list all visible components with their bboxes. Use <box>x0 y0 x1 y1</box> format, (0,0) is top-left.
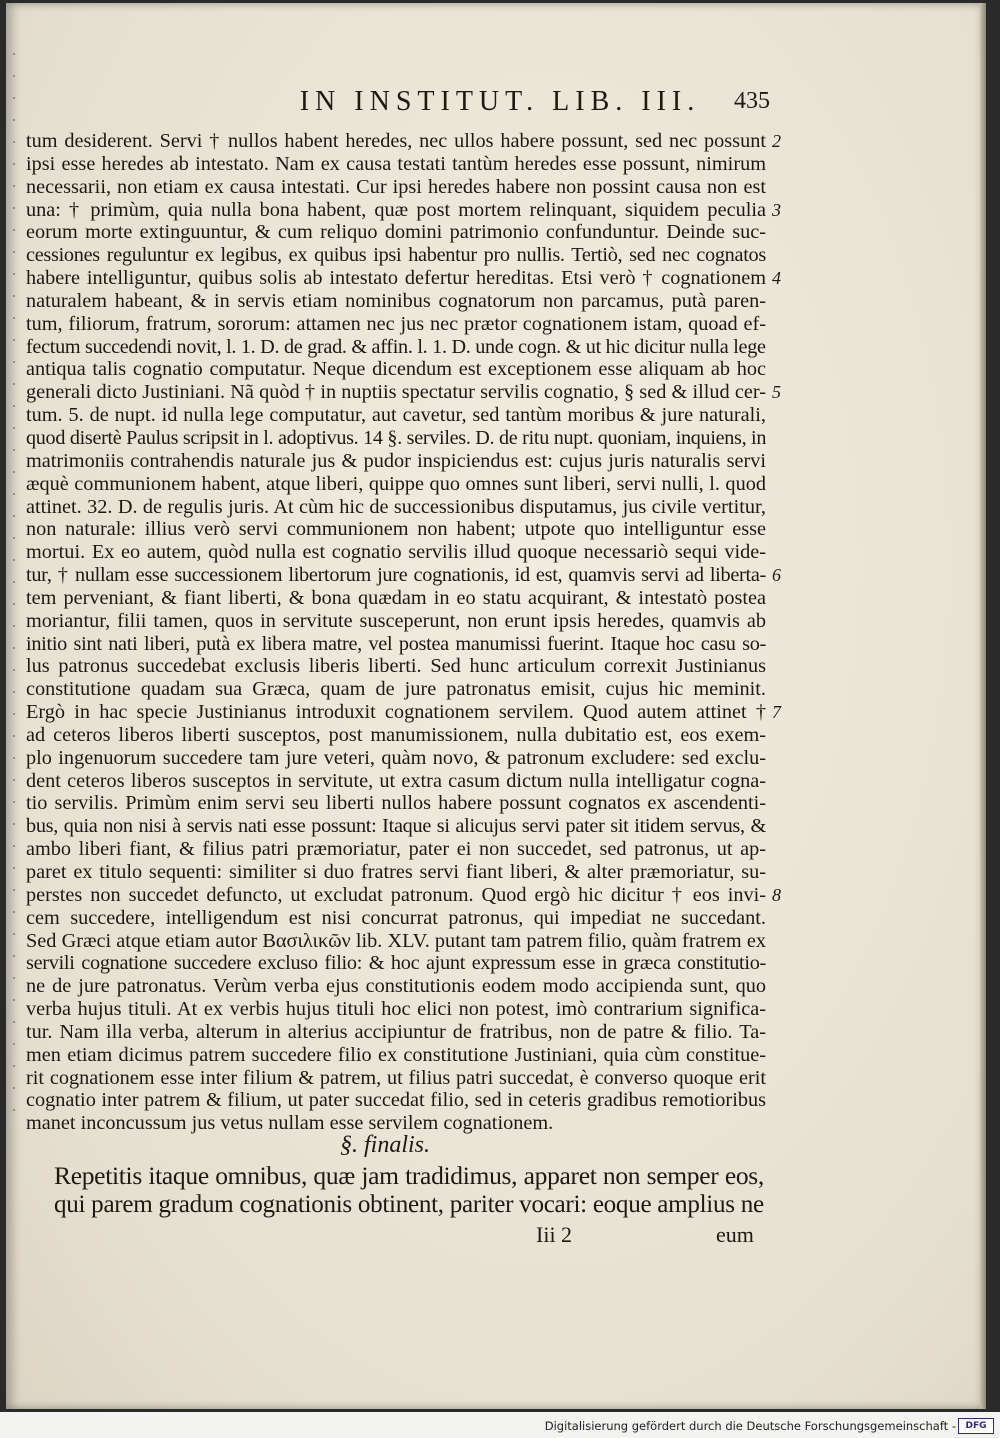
running-head: IN INSTITUT. LIB. III. <box>299 86 701 117</box>
text-line: fectum succedendi novit, l. 1. D. de grad. & affin. l. 1. D. unde cogn. & ut hic dicitur nulla lege <box>26 335 766 358</box>
text-line: tum. 5. de nupt. id nulla lege computatur, aut cavetur, sed tantùm moribus & jure naturali, <box>26 404 766 427</box>
text-line: quod disertè Paulus scripsit in l. adoptivus. 14 §. serviles. D. de ritu nupt. quoniam, inquiens, in <box>26 426 767 449</box>
text-line: antiqua talis cognatio computatur. Neque dicendum est exceptionem esse aliquam ab hoc <box>26 358 766 381</box>
text-line: cem succedere, intelligendum est nisi concurrat patronus, qui impediat ne succedant. <box>26 906 766 929</box>
catchword: eum <box>716 1222 754 1247</box>
text-line: Repetitis itaque omnibus, quæ jam tradidimus, apparet non semper eos, <box>54 1161 764 1190</box>
text-line: generali dicto Justiniani. Nã quòd † in nuptiis spectatur servilis cognatio, § sed & illud cer- <box>26 381 766 404</box>
margin-number: 4 <box>772 268 781 289</box>
text-line: servili cognatione succedere excluso filio: & hoc ajunt expressum esse in græca constitutio- <box>26 952 766 975</box>
text-line: Ergò in hac specie Justinianus introduxit cognationem servilem. Quod autem attinet † <box>26 701 766 724</box>
text-line: qui parem gradum cognationis obtinent, pariter vocari: eoque amplius ne <box>54 1189 764 1218</box>
margin-number: 5 <box>772 382 781 403</box>
text-line: lus patronus succedebat exclusis liberis liberti. Sed hunc articulum correxit Justinianus <box>26 655 766 678</box>
margin-number: 7 <box>772 702 781 723</box>
text-line: cognatio inter patrem & filium, ut pater succedat filio, sed in ceteris gradibus remotioribus <box>26 1089 766 1112</box>
margin-number: 2 <box>772 131 781 151</box>
text-line: paret ex titulo sequenti: similiter si duo fratres servi fiant liberi, & alter præmoriatur, su- <box>26 861 766 883</box>
text-line: ad ceteros liberos liberti susceptos, post manumissionem, nulla dubitatio est, eos exem- <box>26 723 766 746</box>
text-line: necessarii, non etiam ex causa intestati. Cur ipsi heredes habere non possint causa non est <box>26 175 766 198</box>
text-line: tum desiderent. Servi † nullos habent heredes, nec ullos habere possunt, sed nec possunt <box>26 130 766 152</box>
signature-mark: Iii 2 <box>536 1222 573 1247</box>
page-number: 435 <box>734 88 770 114</box>
page-edge <box>980 3 986 1409</box>
text-line: non naturale: illius verò servi communionem non habent; utpote quo intelliguntur esse <box>26 518 766 541</box>
margin-number: 3 <box>772 199 781 220</box>
text-line: dent ceteros liberos susceptos in servitute, ut extra casum dictum nulla intelligatur cogna- <box>26 769 766 792</box>
closing-paragraph <box>54 1162 764 1218</box>
footer-credit: Digitalisierung gefördert durch die Deutsche Forschungsgemeinschaft - <box>544 1419 956 1433</box>
text-line: ne de jure patronatus. Verùm verba ejus constitutionis eodem modo accipienda sunt, quo <box>26 975 766 998</box>
text-line: bus, quia non nisi à servis nati esse possunt: Itaque si alicujus servi pater sit itidem servus, & <box>26 815 766 838</box>
text-line: plo ingenuorum succedere tam jure veteri, quàm novo, & patronum excludere: sed exclu- <box>26 746 766 769</box>
text-line: tum, filiorum, fratrum, sororum: attamen nec jus nec prætor cognationem istam, quoad ef- <box>26 312 766 335</box>
text-line: ambo liberi fiant, & filius patri præmoriatur, pater ei non succedet, sed patronus, ut ap- <box>26 838 766 861</box>
text-line: tur. Nam illa verba, alterum in alterius accipiuntur de fratribus, non de patre & filio. Ta- <box>26 1020 766 1043</box>
section-heading: §. finalis. <box>340 1132 431 1158</box>
text-line: una: † primùm, quia nulla bona habent, quæ post mortem relinquant, siquidem peculia <box>26 198 766 221</box>
text-line: habere intelliguntur, quibus solis ab intestato defertur hereditas. Etsi verò † cognationem <box>26 267 766 290</box>
text-line: matrimoniis contrahendis naturale jus & pudor inspiciendus est: cujus juris naturalis servi <box>26 449 766 472</box>
text-line: ipsi esse heredes ab intestato. Nam ex causa testati tantùm heredes esse possunt, nimirum <box>26 152 766 175</box>
text-line: mortui. Ex eo autem, quòd nulla est cognatio servilis illud quoque necessariò sequi vide- <box>26 541 766 564</box>
text-line: initio sint nati liberi, putà ex libera matre, vel postea manumissi fuerint. Itaque hoc casu so- <box>26 632 766 655</box>
text-line: tio servilis. Primùm enim servi seu liberti nullos habere possunt cognatos ex ascendenti- <box>26 792 766 815</box>
text-line: constitutione quadam sua Græca, quam de jure patronatus emisit, cujus hic meminit. <box>26 678 766 701</box>
text-line: naturalem habeant, & in servis etiam nominibus cognatorum non parcamus, putà paren- <box>26 289 766 312</box>
dfg-logo-icon: DFG <box>958 1418 994 1434</box>
margin-number: 8 <box>772 885 781 906</box>
text-line: moriantur, filii tamen, quos in servitute susceperunt, non erunt ipsis heredes, quamvis ab <box>26 609 766 632</box>
binding-dots <box>12 43 16 1123</box>
text-line: attinet. 32. D. de regulis juris. At cùm hic de successionibus disputamus, jus civile vertitur, <box>26 495 766 518</box>
text-line: æquè communionem habent, atque liberi, quippe quo omnes sunt liberi, servi nulli, l. quod <box>26 472 766 495</box>
margin-number: 6 <box>772 565 781 586</box>
text-line: manet inconcussum jus vetus nullam esse servilem cognationem. <box>26 1112 554 1135</box>
text-line: tem perveniant, & fiant liberti, & bona quædam in eo statu acquirant, & intestatò postea <box>26 586 766 609</box>
text-line: cessiones reguluntur ex legibus, ex quibus ipsi habentur pro nullis. Tertiò, sed nec cognatos <box>26 244 766 267</box>
text-line: verba hujus tituli. At ex verbis hujus tituli hoc elici non potest, imò contrarium significa- <box>26 998 766 1021</box>
text-line: eorum morte extinguuntur, & cum reliquo domini patrimonio confunduntur. Deinde suc- <box>26 221 766 244</box>
text-line: tur, † nullam esse successionem libertorum jure cognationis, id est, quamvis servi ad liberta- <box>26 564 766 587</box>
body-text <box>26 130 766 1135</box>
text-line: perstes non succedet defuncto, ut excludat patronum. Quod ergò hic dicitur † eos invi- <box>26 883 766 906</box>
text-line: men etiam dicimus patrem succedere filio ex constitutione Justiniani, quia cùm constitue- <box>26 1043 766 1066</box>
text-line: Sed Græci atque etiam autor Βασιλικῶν lib. XLV. putant tam patrem filio, quàm fratrem ex <box>26 929 766 952</box>
text-line: rit cognationem esse inter filium & patrem, ut filius patri succedat, è converso quoque erit <box>26 1066 766 1089</box>
